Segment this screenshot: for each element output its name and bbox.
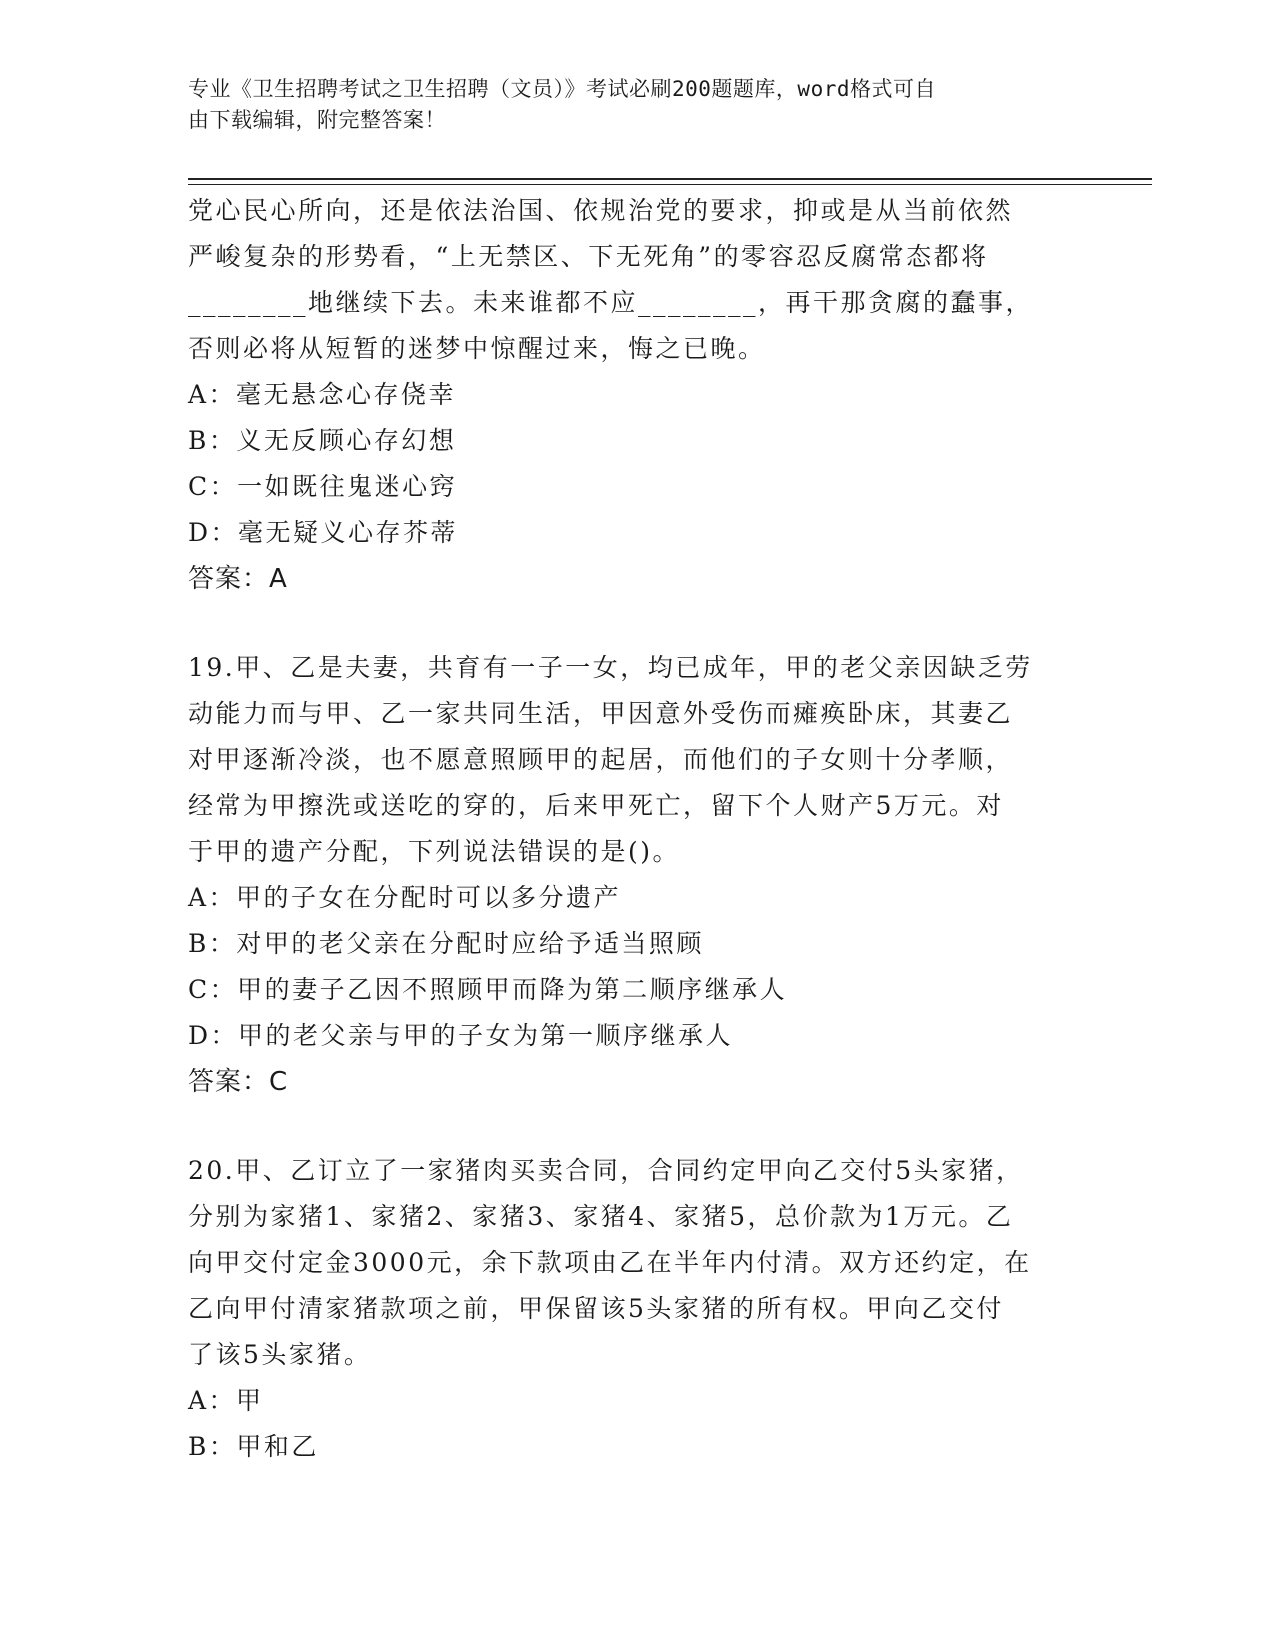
- document-body: [188, 188, 1068, 1470]
- question-spacer: [188, 602, 1068, 645]
- answer-line: 答案：A: [188, 564, 288, 594]
- question-text-line: 动能力而与甲、乙一家共同生活，甲因意外受伤而瘫痪卧床，其妻乙: [188, 699, 1014, 728]
- question-20: [188, 1148, 1068, 1470]
- question-text-line: 分别为家猪1、家猪2、家猪3、家猪4、家猪5，总价款为1万元。乙: [188, 1202, 1014, 1231]
- option-b: B：甲和乙: [188, 1432, 319, 1461]
- header-rule-thin: [188, 184, 1152, 185]
- option-a: A：毫无悬念心存侥幸: [188, 380, 457, 409]
- question-text-line: 对甲逐渐冷淡，也不愿意照顾甲的起居，而他们的子女则十分孝顺，: [188, 745, 1014, 774]
- option-a: A：甲: [188, 1386, 264, 1415]
- question-spacer: [188, 1105, 1068, 1148]
- option-d: D：甲的老父亲与甲的子女为第一顺序继承人: [188, 1021, 734, 1050]
- header-title-line-2: 由下载编辑，附完整答案！: [188, 108, 446, 132]
- option-b: B：义无反顾心存幻想: [188, 426, 457, 455]
- question-text-line: 否则必将从短暂的迷梦中惊醒过来，悔之已晚。: [188, 334, 766, 363]
- question-text-line: 向甲交付定金3000元，余下款项由乙在半年内付清。双方还约定，在: [188, 1248, 1032, 1277]
- option-c: C：甲的妻子乙因不照顾甲而降为第二顺序继承人: [188, 975, 788, 1004]
- page-header: [188, 74, 1068, 136]
- question-text-line: ________地继续下去。未来谁都不应________，再干那贪腐的蠢事，: [188, 288, 1034, 317]
- question-19: [188, 645, 1068, 1105]
- question-text-line: 党心民心所向，还是依法治国、依规治党的要求，抑或是从当前依然: [188, 196, 1014, 225]
- question-text-line: 经常为甲擦洗或送吃的穿的，后来甲死亡，留下个人财产5万元。对: [188, 791, 1004, 820]
- option-a: A：甲的子女在分配时可以多分遗产: [188, 883, 622, 912]
- question-text-line: 20.甲、乙订立了一家猪肉买卖合同，合同约定甲向乙交付5头家猪，: [188, 1156, 1024, 1185]
- header-rule-thick: [188, 178, 1152, 180]
- option-d: D：毫无疑义心存芥蒂: [188, 518, 459, 547]
- question-text-line: 19.甲、乙是夫妻，共育有一子一女，均已成年，甲的老父亲因缺乏劳: [188, 653, 1033, 682]
- option-c: C：一如既往鬼迷心窍: [188, 472, 458, 501]
- question-18-continued: [188, 188, 1068, 602]
- option-b: B：对甲的老父亲在分配时应给予适当照顾: [188, 929, 704, 958]
- answer-line: 答案：C: [188, 1067, 289, 1097]
- question-text-line: 了该5头家猪。: [188, 1340, 372, 1369]
- question-text-line: 于甲的遗产分配，下列说法错误的是()。: [188, 837, 681, 866]
- header-title-line-1: 专业《卫生招聘考试之卫生招聘（文员）》考试必刷200题题库，word格式可自: [188, 77, 936, 101]
- question-text-line: 严峻复杂的形势看，“上无禁区、下无死角”的零容忍反腐常态都将: [188, 242, 989, 271]
- question-text-line: 乙向甲付清家猪款项之前，甲保留该5头家猪的所有权。甲向乙交付: [188, 1294, 1004, 1323]
